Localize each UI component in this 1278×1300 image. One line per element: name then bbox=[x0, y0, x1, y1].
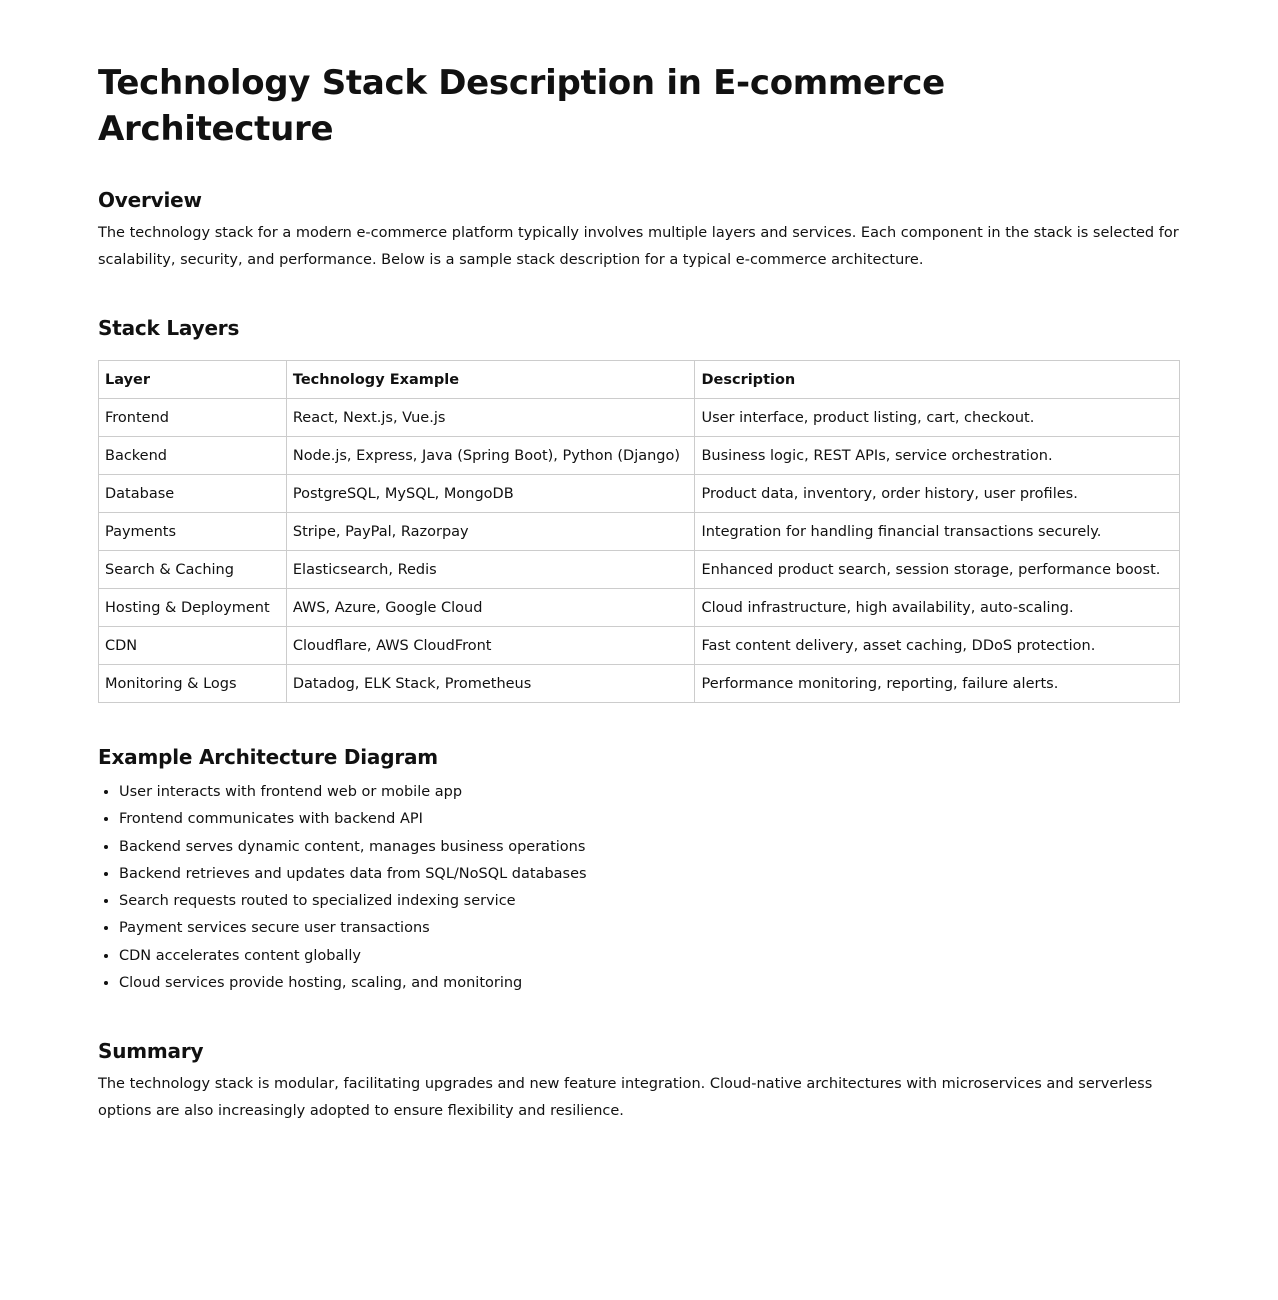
list-item: • Cloud services provide hosting, scaling, and monitoring bbox=[119, 970, 1180, 997]
cell-technology: React, Next.js, Vue.js bbox=[286, 399, 695, 437]
summary-heading: Summary bbox=[98, 1039, 204, 1064]
cell-layer: Backend bbox=[99, 437, 287, 475]
cell-description: Cloud infrastructure, high availability, auto-scaling. bbox=[695, 589, 1180, 627]
table-row bbox=[99, 665, 1180, 703]
cell-technology: AWS, Azure, Google Cloud bbox=[286, 589, 695, 627]
list-item: • Backend retrieves and updates data from SQL/NoSQL databases bbox=[119, 861, 1180, 888]
table-row bbox=[99, 513, 1180, 551]
cell-layer: Frontend bbox=[99, 399, 287, 437]
cell-description: Business logic, REST APIs, service orchestration. bbox=[695, 437, 1180, 475]
column-header-description: Description bbox=[695, 361, 1180, 399]
cell-description: Integration for handling financial transactions securely. bbox=[695, 513, 1180, 551]
column-header-layer: Layer bbox=[99, 361, 287, 399]
summary-section bbox=[98, 1037, 1180, 1125]
list-item: • User interacts with frontend web or mobile app bbox=[119, 779, 1180, 806]
stack-layers-section bbox=[98, 314, 1180, 703]
list-item: • CDN accelerates content globally bbox=[119, 943, 1180, 970]
cell-layer: Search & Caching bbox=[99, 551, 287, 589]
table-row bbox=[99, 475, 1180, 513]
table-row bbox=[99, 551, 1180, 589]
column-header-technology: Technology Example bbox=[286, 361, 695, 399]
list-item: • Backend serves dynamic content, manages business operations bbox=[119, 834, 1180, 861]
architecture-section bbox=[98, 743, 1180, 997]
list-item: • Payment services secure user transactions bbox=[119, 915, 1180, 942]
stack-layers-table bbox=[98, 360, 1180, 703]
cell-description: User interface, product listing, cart, checkout. bbox=[695, 399, 1180, 437]
summary-text: The technology stack is modular, facilitating upgrades and new feature integration. Cloud-native architectures with microservices and serverless options are also increasingly adopted to ensure flexibility and resilience. bbox=[98, 1076, 1153, 1120]
table-row bbox=[99, 589, 1180, 627]
cell-layer: Payments bbox=[99, 513, 287, 551]
list-item: • Frontend communicates with backend API bbox=[119, 806, 1180, 833]
list-item: • Search requests routed to specialized indexing service bbox=[119, 888, 1180, 915]
cell-description: Performance monitoring, reporting, failure alerts. bbox=[695, 665, 1180, 703]
cell-technology: Datadog, ELK Stack, Prometheus bbox=[286, 665, 695, 703]
document bbox=[98, 0, 1180, 1125]
overview-text: The technology stack for a modern e-commerce platform typically involves multiple layers and services. Each component in the stack is selected for scalability, security, and performance. Below is a sample stack description for a typical e-commerce architecture. bbox=[98, 225, 1179, 268]
table-header-row bbox=[99, 361, 1180, 399]
cell-layer: CDN bbox=[99, 627, 287, 665]
cell-technology: Cloudflare, AWS CloudFront bbox=[286, 627, 695, 665]
architecture-heading: Example Architecture Diagram bbox=[98, 745, 438, 769]
cell-description: Fast content delivery, asset caching, DDoS protection. bbox=[695, 627, 1180, 665]
cell-technology: Elasticsearch, Redis bbox=[286, 551, 695, 589]
table-row bbox=[99, 437, 1180, 475]
cell-technology: Node.js, Express, Java (Spring Boot), Python (Django) bbox=[286, 437, 695, 475]
cell-description: Product data, inventory, order history, user profiles. bbox=[695, 475, 1180, 513]
table-row bbox=[99, 627, 1180, 665]
stack-layers-heading: Stack Layers bbox=[98, 316, 240, 340]
cell-layer: Hosting & Deployment bbox=[99, 589, 287, 627]
table-row bbox=[99, 399, 1180, 437]
cell-description: Enhanced product search, session storage, performance boost. bbox=[695, 551, 1180, 589]
architecture-list bbox=[98, 779, 1180, 997]
cell-layer: Database bbox=[99, 475, 287, 513]
cell-technology: PostgreSQL, MySQL, MongoDB bbox=[286, 475, 695, 513]
cell-technology: Stripe, PayPal, Razorpay bbox=[286, 513, 695, 551]
overview-heading: Overview bbox=[98, 188, 202, 212]
page-title: Technology Stack Description in E-commerce Architecture bbox=[98, 63, 945, 149]
overview-section bbox=[98, 186, 1180, 274]
cell-layer: Monitoring & Logs bbox=[99, 665, 287, 703]
